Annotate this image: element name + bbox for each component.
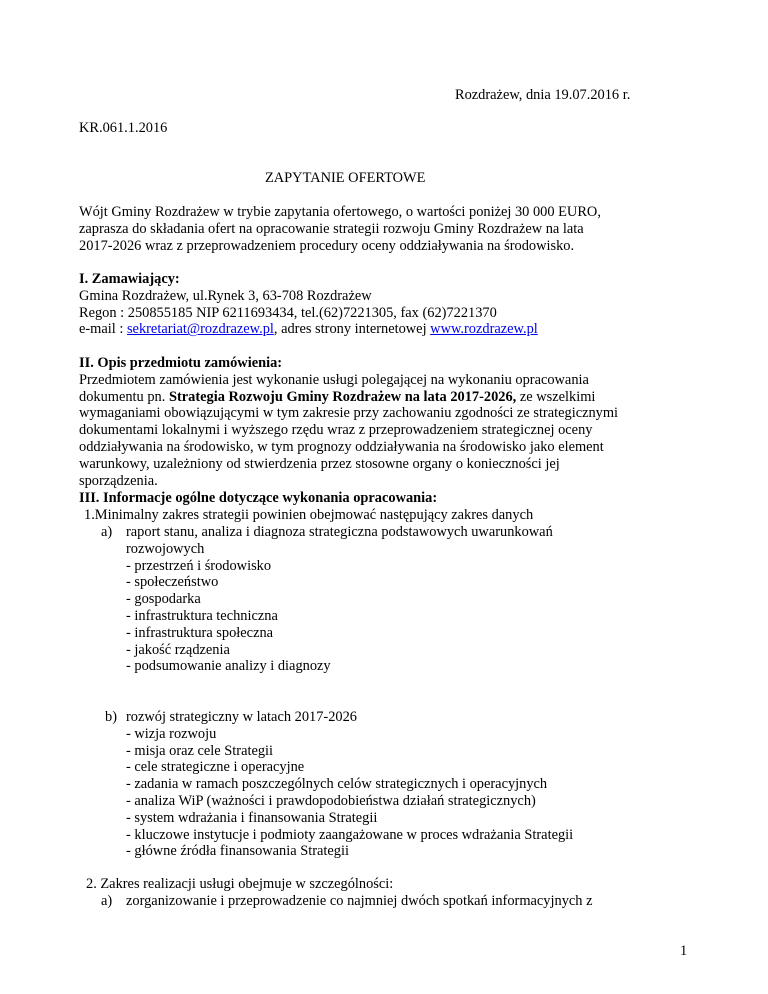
list-item: zorganizowanie i przeprowadzenie co najmniej dwóch spotkań informacyjnych z [126,893,593,909]
description-line: oddziaływania na środowisko, w tym prognozy oddziaływania na środowisko jako element [79,438,604,455]
list-item: - misja oraz cele Strategii [126,742,274,759]
section-heading: II. Opis przedmiotu zamówienia: [79,355,283,371]
description-line: wymaganiami obowiązującymi w tym zakresie przy zachowaniu zgodności ze strategicznymi [79,405,619,422]
point-1: 1.Minimalny zakres strategii powinien obejmować następujący zakres danych [84,507,534,523]
list-item: - infrastruktura społeczna [126,624,274,641]
page-title: ZAPYTANIE OFERTOWE [265,170,426,186]
page-number: 1 [680,943,688,959]
list-item: - przestrzeń i środowisko [126,557,272,574]
description-text: dokumentu pn. [79,388,169,405]
intro-line: 2017-2026 wraz z przeprowadzeniem procedury oceny oddziaływania na środowisko. [79,237,575,254]
list-item: - analiza WiP (ważności i prawdopodobieństwa działań strategicznych) [126,792,536,809]
section-contracting-party [79,271,679,338]
strategy-name: Strategia Rozwoju Gminy Rozdrażew na lata 2017-2026, [168,388,517,405]
description-line: warunkowy, uzależniony od stwierdzenia przez stosowne organy o konieczności jej [79,455,560,472]
list-item: rozwój strategiczny w latach 2017-2026 [126,709,357,725]
description-line: sporządzenia. [79,472,158,489]
list-b [126,709,573,860]
description-text: ze wszelkimi [516,388,596,405]
list-item: - jakość rządzenia [126,641,230,658]
list-item: - wizja rozwoju [126,725,217,742]
list-item: - podsumowanie analizy i diagnozy [126,658,331,675]
description-line: dokumentami lokalnymi i wyższego rzędu wraz z przeprowadzeniem strategicznej oceny [79,422,593,439]
list-item: - infrastruktura techniczna [126,607,278,624]
list-item: - zadania w ramach poszczególnych celów strategicznych i operacyjnych [126,776,548,793]
intro-line: zaprasza do składania ofert na opracowanie strategii rozwoju Gminy Rozdrażew na lata [79,220,584,237]
reference-number: KR.061.1.2016 [79,120,168,136]
registry-line: Regon : 250855185 NIP 6211693434, tel.(62)7221305, fax (62)7221370 [79,304,497,321]
list-label-a: a) [101,524,113,540]
list-a [126,524,553,675]
list-item: raport stanu, analiza i diagnoza strategiczna podstawowych uwarunkowań [126,524,553,540]
list-item: - gospodarka [126,591,201,608]
list-item: - społeczeństwo [126,574,219,591]
address-line: Gmina Rozdrażew, ul.Rynek 3, 63-708 Rozdrażew [79,287,372,304]
description-line: Przedmiotem zamówienia jest wykonanie usługi polegającej na wykonaniu opracowania [79,371,589,388]
email-link[interactable]: sekretariat@rozdrazew.pl [126,321,274,338]
place-date: Rozdrażew, dnia 19.07.2016 r. [455,87,631,103]
point-2: 2. Zakres realizacji usługi obejmuje w szczególności: [86,876,394,892]
list-item: - system wdrażania i finansowania Strategii [126,809,378,826]
website-label: , adres strony internetowej [273,321,431,338]
description-line [79,389,679,406]
list-item: - główne źródła finansowania Strategii [126,843,349,860]
list-item: - kluczowe instytucje i podmioty zaangażowane w proces wdrażania Strategii [126,826,574,843]
list-label-b: b) [105,709,117,725]
email-label: e-mail : [79,321,127,338]
website-link[interactable]: www.rozdrazew.pl [430,321,538,338]
list-label-2a: a) [101,893,113,909]
contact-line [79,321,679,338]
section-heading: III. Informacje ogólne dotyczące wykonania opracowania: [79,490,438,506]
intro-paragraph [79,204,679,254]
list-item: - cele strategiczne i operacyjne [126,759,305,776]
section-order-description [79,355,679,489]
intro-line: Wójt Gminy Rozdrażew w trybie zapytania ofertowego, o wartości poniżej 30 000 EURO, [79,204,601,220]
section-heading: I. Zamawiający: [79,271,180,287]
list-item: rozwojowych [126,540,205,557]
